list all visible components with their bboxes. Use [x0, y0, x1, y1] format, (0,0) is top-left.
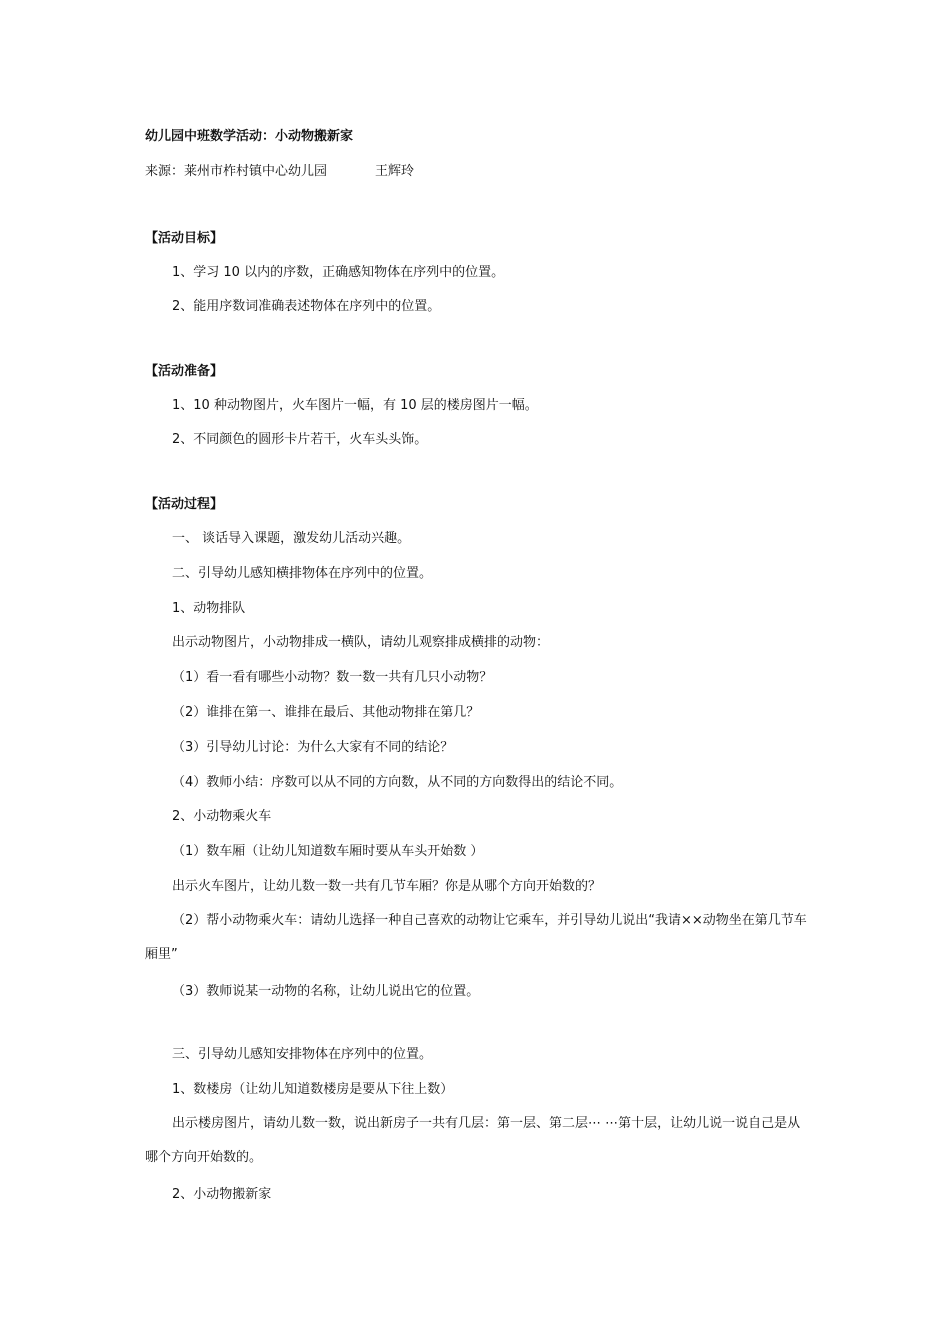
process-item: 二、引导幼儿感知横排物体在序列中的位置。 [172, 566, 433, 581]
process-item: 三、引导幼儿感知安排物体在序列中的位置。 [172, 1047, 433, 1062]
process-item: （3）教师说某一动物的名称，让幼儿说出它的位置。 [172, 984, 480, 999]
source-label: 来源：莱州市柞村镇中心幼儿园 [145, 164, 328, 179]
preparation-heading: 【活动准备】 [145, 364, 224, 379]
process-item: （1）看一看有哪些小动物？数一数一共有几只小动物？ [172, 670, 493, 685]
process-item: （4）教师小结：序数可以从不同的方向数，从不同的方向数得出的结论不同。 [172, 775, 623, 790]
goals-item: 1、学习 10 以内的序数，正确感知物体在序列中的位置。 [172, 265, 505, 280]
process-item: 1、动物排队 [172, 601, 246, 616]
process-item: （2）帮小动物乘火车：请幼儿选择一种自己喜欢的动物让它乘车，并引导幼儿说出“我请××动物坐在第几节车厢里” [145, 913, 807, 962]
process-item: 出示火车图片，让幼儿数一数一共有几节车厢？你是从哪个方向开始数的？ [172, 879, 602, 894]
preparation-item: 1、10 种动物图片，火车图片一幅，有 10 层的楼房图片一幅。 [172, 398, 538, 413]
process-item: 一、 谈话导入课题，激发幼儿活动兴趣。 [172, 531, 411, 546]
goals-item: 2、能用序数词准确表述物体在序列中的位置。 [172, 299, 441, 314]
source-line [145, 163, 414, 181]
process-item: 1、数楼房（让幼儿知道数楼房是要从下往上数） [172, 1082, 454, 1097]
document-title: 幼儿园中班数学活动：小动物搬新家 [145, 129, 354, 144]
author-name: 王辉玲 [375, 164, 415, 179]
process-item: （1）数车厢（让幼儿知道数车厢时要从车头开始数 ） [172, 844, 484, 859]
process-heading: 【活动过程】 [145, 497, 224, 512]
goals-heading: 【活动目标】 [145, 231, 224, 246]
process-item: 2、小动物乘火车 [172, 809, 272, 824]
process-item: 2、小动物搬新家 [172, 1187, 272, 1202]
process-item: 出示楼房图片，请幼儿数一数，说出新房子一共有几层：第一层、第二层⋯ ⋯第十层，让幼儿说一说自己是从哪个方向开始数的。 [145, 1116, 801, 1165]
process-item: 出示动物图片，小动物排成一横队，请幼儿观察排成横排的动物： [172, 635, 550, 650]
process-item: （2）谁排在第一、谁排在最后、其他动物排在第几？ [172, 705, 480, 720]
process-item: （3）引导幼儿讨论：为什么大家有不同的结论？ [172, 740, 454, 755]
preparation-item: 2、不同颜色的圆形卡片若干，火车头头饰。 [172, 432, 428, 447]
